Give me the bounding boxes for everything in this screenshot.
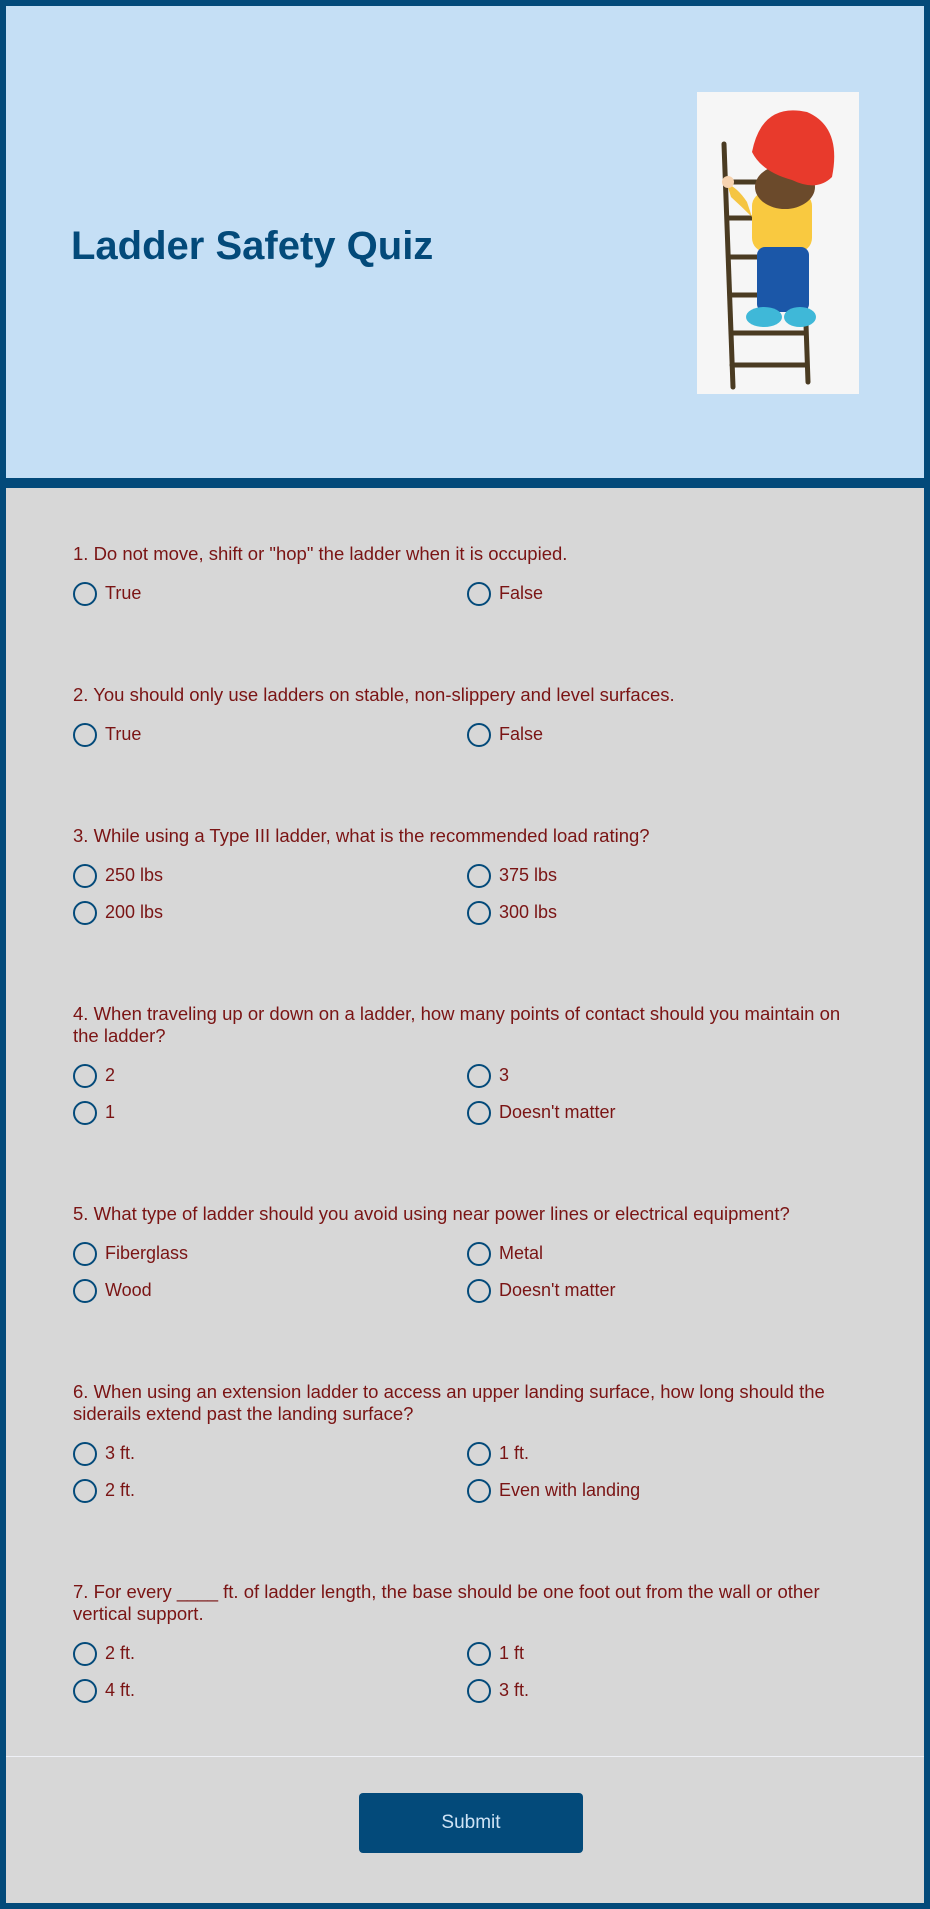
radio-icon[interactable] [73, 1442, 97, 1466]
radio-icon[interactable] [73, 723, 97, 747]
radio-icon[interactable] [467, 723, 491, 747]
option[interactable]: 250 lbs [73, 857, 467, 894]
question-text: 5. What type of ladder should you avoid using near power lines or electrical equipment? [73, 1203, 790, 1224]
option-false[interactable]: False [467, 716, 861, 753]
option[interactable]: Fiberglass [73, 1235, 467, 1272]
radio-icon[interactable] [467, 1242, 491, 1266]
question-3 [6, 825, 924, 931]
question-4 [6, 1003, 924, 1131]
option[interactable]: Even with landing [467, 1472, 861, 1509]
radio-icon[interactable] [467, 1679, 491, 1703]
quiz-form [6, 6, 924, 1903]
option[interactable]: 200 lbs [73, 894, 467, 931]
radio-icon[interactable] [73, 1479, 97, 1503]
radio-icon[interactable] [73, 1679, 97, 1703]
option[interactable]: 1 ft. [467, 1435, 861, 1472]
radio-icon[interactable] [73, 582, 97, 606]
option[interactable]: 3 ft. [467, 1672, 861, 1709]
ladder-climber-image [697, 92, 859, 394]
radio-icon[interactable] [73, 1101, 97, 1125]
question-text: 6. When using an extension ladder to access an upper landing surface, how long should the siderails extend past the landing surface? [73, 1381, 825, 1424]
option[interactable]: Wood [73, 1272, 467, 1309]
question-1 [6, 543, 924, 612]
question-text: 3. While using a Type III ladder, what is the recommended load rating? [73, 825, 650, 846]
option-true[interactable]: True [73, 716, 467, 753]
option-true[interactable]: True [73, 575, 467, 612]
radio-icon[interactable] [467, 1642, 491, 1666]
question-2 [6, 684, 924, 753]
radio-icon[interactable] [467, 1279, 491, 1303]
radio-icon[interactable] [73, 1642, 97, 1666]
option[interactable]: 2 [73, 1057, 467, 1094]
question-5 [6, 1203, 924, 1309]
radio-icon[interactable] [73, 1064, 97, 1088]
question-text: 2. You should only use ladders on stable, non-slippery and level surfaces. [73, 684, 675, 705]
option[interactable]: 3 ft. [73, 1435, 467, 1472]
radio-icon[interactable] [73, 1242, 97, 1266]
question-text: 1. Do not move, shift or "hop" the ladder when it is occupied. [73, 543, 568, 564]
option[interactable]: 2 ft. [73, 1472, 467, 1509]
divider [6, 1756, 924, 1757]
radio-icon[interactable] [467, 1479, 491, 1503]
header [6, 6, 924, 488]
radio-icon[interactable] [467, 1101, 491, 1125]
option[interactable]: Doesn't matter [467, 1272, 861, 1309]
radio-icon[interactable] [73, 1279, 97, 1303]
option[interactable]: Metal [467, 1235, 861, 1272]
question-text: 7. For every ____ ft. of ladder length, the base should be one foot out from the wall or other vertical support. [73, 1581, 820, 1624]
radio-icon[interactable] [467, 582, 491, 606]
option[interactable]: 1 [73, 1094, 467, 1131]
question-6 [6, 1381, 924, 1509]
option[interactable]: 2 ft. [73, 1635, 467, 1672]
option[interactable]: 4 ft. [73, 1672, 467, 1709]
page-title: Ladder Safety Quiz [71, 224, 434, 268]
option[interactable]: 375 lbs [467, 857, 861, 894]
option[interactable]: Doesn't matter [467, 1094, 861, 1131]
radio-icon[interactable] [467, 864, 491, 888]
radio-icon[interactable] [73, 864, 97, 888]
radio-icon[interactable] [467, 1064, 491, 1088]
question-text: 4. When traveling up or down on a ladder, how many points of contact should you maintain on the ladder? [73, 1003, 841, 1046]
option[interactable]: 3 [467, 1057, 861, 1094]
option-false[interactable]: False [467, 575, 861, 612]
radio-icon[interactable] [467, 1442, 491, 1466]
submit-button[interactable]: Submit [359, 1793, 583, 1853]
question-7 [6, 1581, 924, 1709]
option[interactable]: 300 lbs [467, 894, 861, 931]
option[interactable]: 1 ft [467, 1635, 861, 1672]
radio-icon[interactable] [73, 901, 97, 925]
question-list [6, 543, 924, 1781]
radio-icon[interactable] [467, 901, 491, 925]
